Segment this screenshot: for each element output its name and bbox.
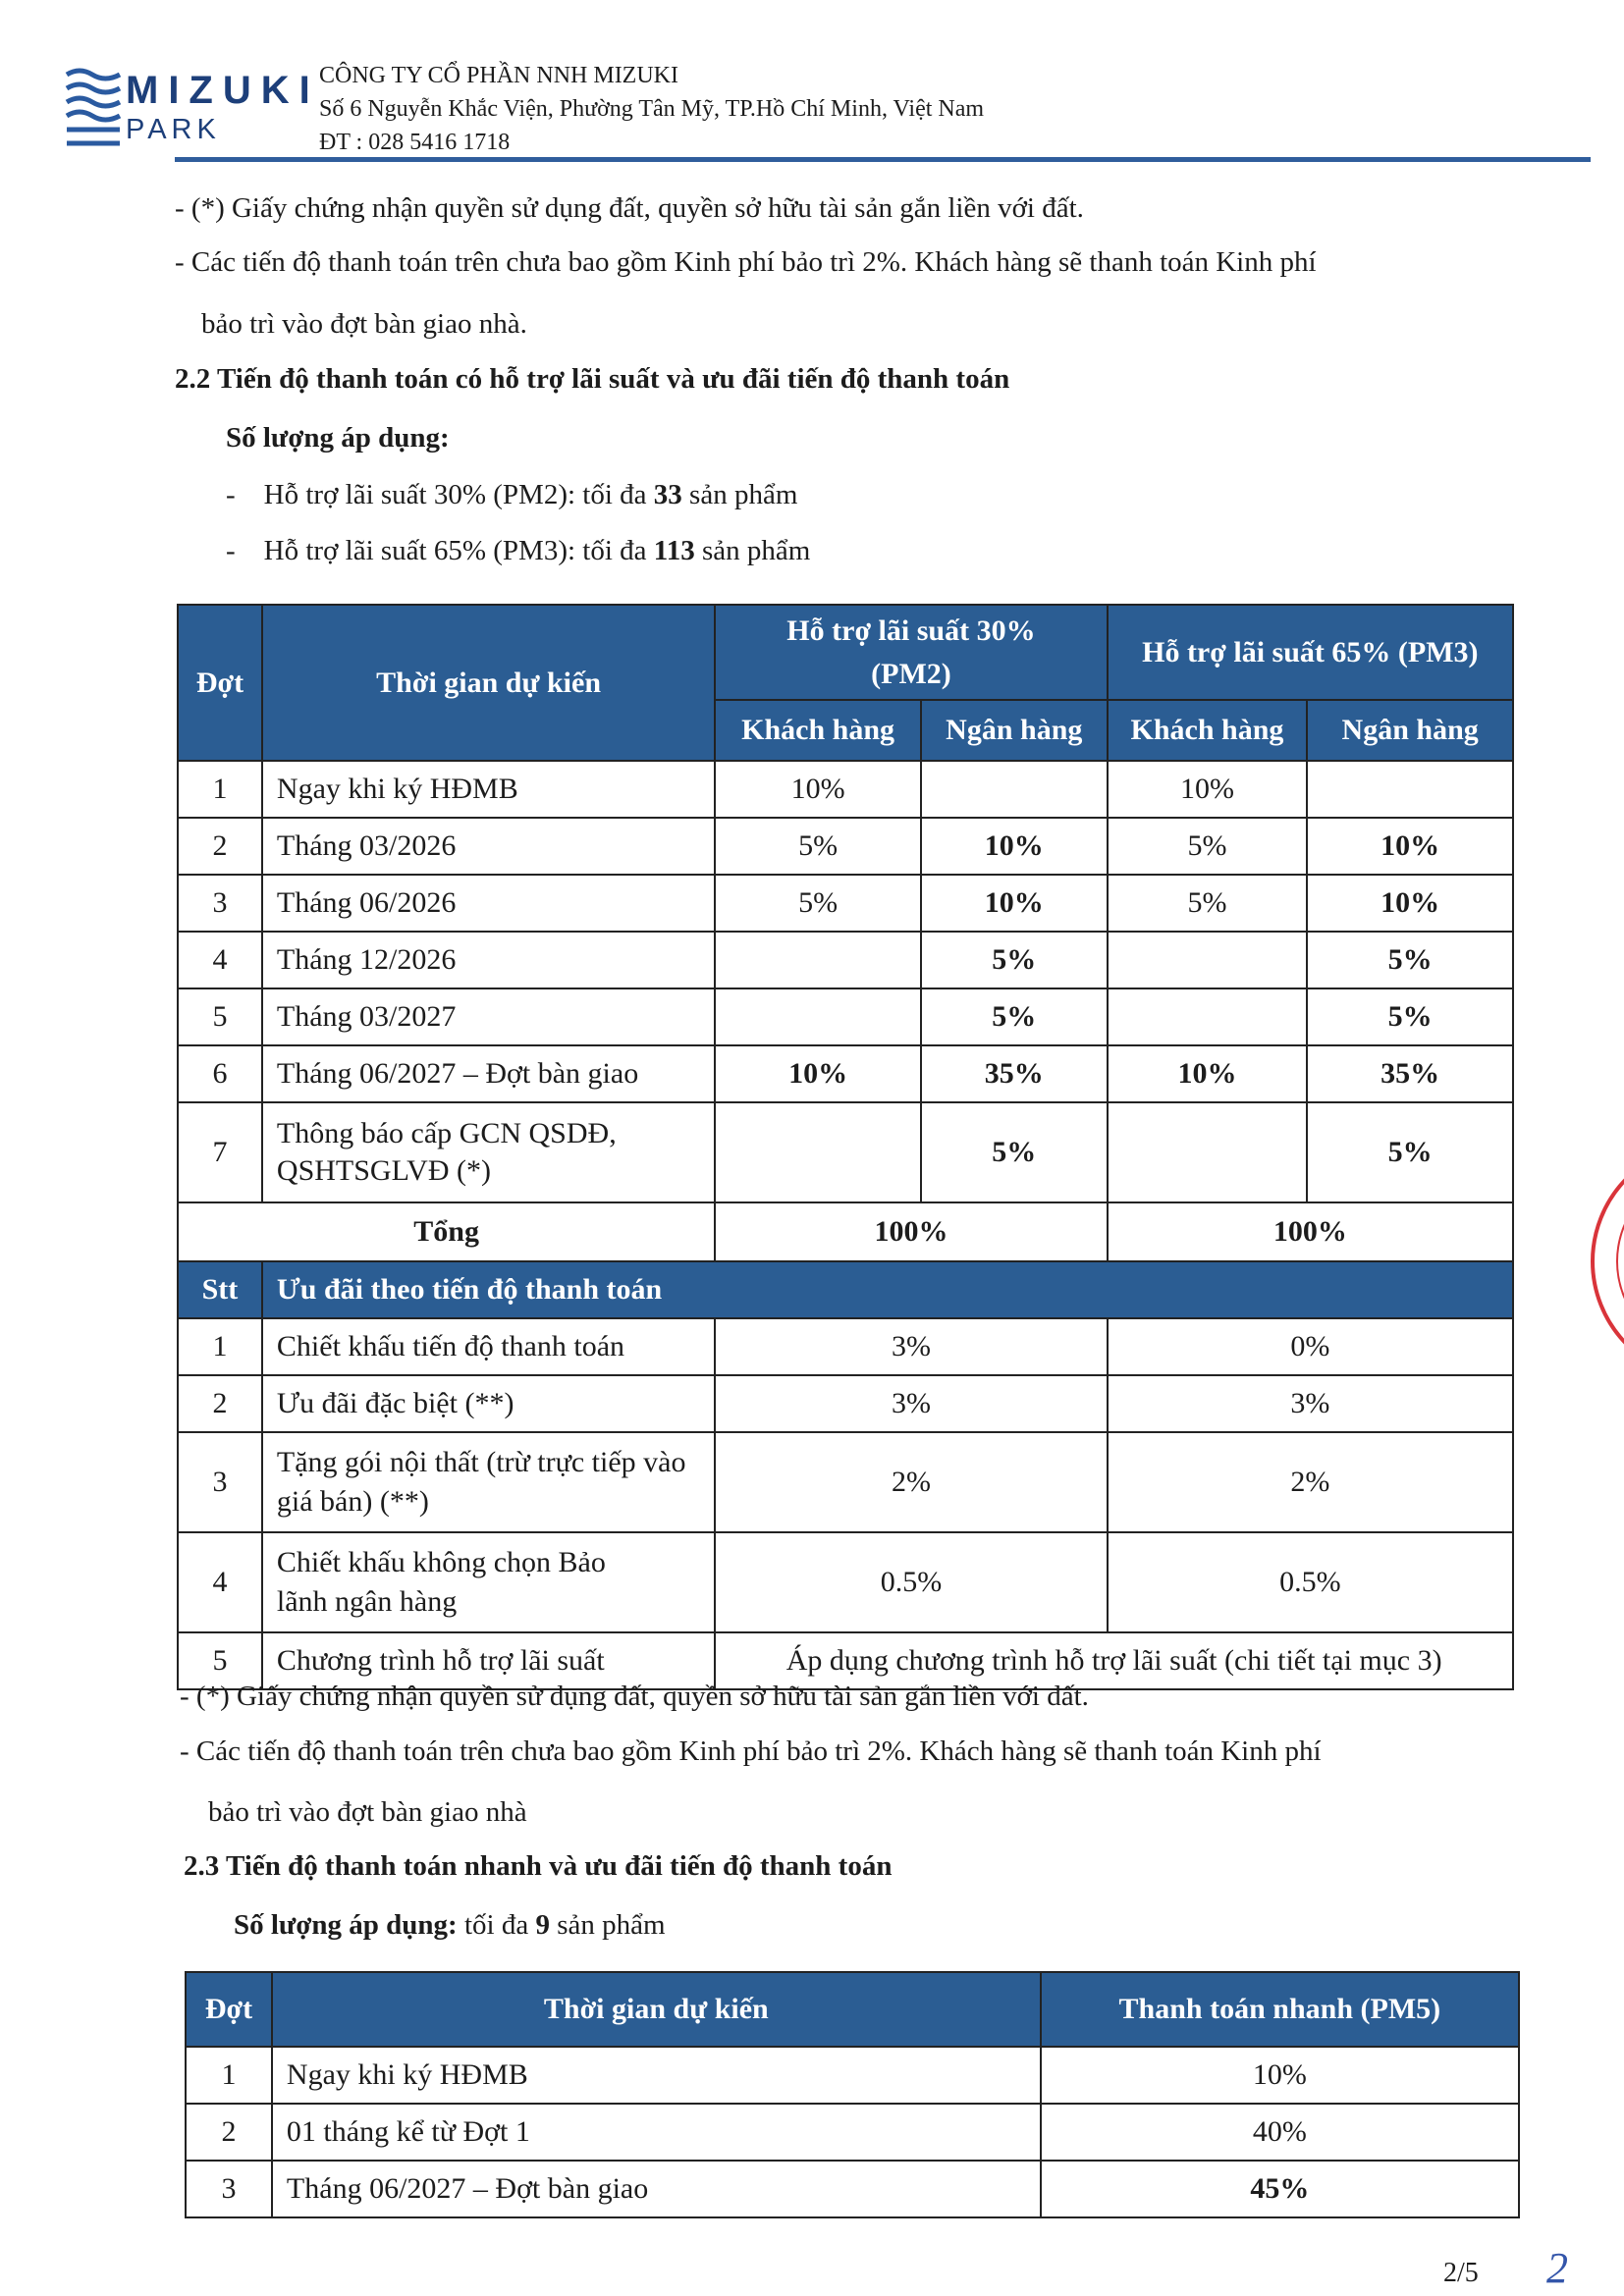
header-dot: Đợt	[178, 605, 262, 761]
note-maintenance-fee-2: - Các tiến độ thanh toán trên chưa bao gồm Kinh phí bảo trì 2%. Khách hàng sẽ thanh toán Kinh phí	[180, 1735, 1322, 1767]
header-time: Thời gian dự kiến	[262, 605, 715, 761]
time-cell: Tháng 03/2026	[262, 818, 715, 875]
table-row	[178, 932, 1513, 988]
offers-header-stt: Stt	[178, 1261, 262, 1318]
offer-name: Chiết khấu không chọn Bảo lãnh ngân hàng	[262, 1532, 715, 1632]
header-dot: Đợt	[186, 1972, 272, 2047]
pm3-bank-cell: 5%	[1307, 1102, 1513, 1202]
logo-waves-icon	[65, 65, 124, 163]
note-gcn: - (*) Giấy chứng nhận quyền sử dụng đất, quyền sở hữu tài sản gắn liền với đất.	[175, 192, 1084, 224]
time-cell: Tháng 03/2027	[262, 988, 715, 1045]
pm2-bank-cell: 5%	[921, 1102, 1108, 1202]
table-row	[178, 875, 1513, 932]
total-pm2: 100%	[715, 1202, 1107, 1261]
time-cell: Thông báo cấp GCN QSDĐ, QSHTSGLVĐ (*)	[262, 1102, 715, 1202]
total-label: Tổng	[178, 1202, 715, 1261]
dot-cell: 3	[178, 875, 262, 932]
time-cell: Tháng 12/2026	[262, 932, 715, 988]
company-address: Số 6 Nguyễn Khắc Viện, Phường Tân Mỹ, TP.Hồ Chí Minh, Việt Nam	[319, 96, 985, 122]
company-info	[319, 59, 984, 159]
offer-pm2: 2%	[715, 1432, 1107, 1532]
offer-row	[178, 1375, 1513, 1432]
pm2-customer-cell	[715, 1102, 921, 1202]
total-row	[178, 1202, 1513, 1261]
fast-payment-table	[185, 1971, 1520, 2218]
table-row	[186, 2161, 1519, 2217]
section-title-2-2: 2.2 Tiến độ thanh toán có hỗ trợ lãi suất và ưu đãi tiến độ thanh toán	[175, 363, 1010, 395]
pm3-bank-cell: 5%	[1307, 988, 1513, 1045]
offer-pm3: 0%	[1108, 1318, 1513, 1375]
company-name: CÔNG TY CỔ PHẦN NNH MIZUKI	[319, 63, 678, 88]
offer-name: Chương trình hỗ trợ lãi suất	[262, 1632, 715, 1689]
dot-cell: 1	[178, 761, 262, 818]
offer-row	[178, 1432, 1513, 1532]
dot-cell: 7	[178, 1102, 262, 1202]
offer-pm2: 3%	[715, 1375, 1107, 1432]
time-cell: Ngay khi ký HĐMB	[262, 761, 715, 818]
dot-cell: 1	[186, 2047, 272, 2104]
offer-pm2: 0.5%	[715, 1532, 1107, 1632]
section-title-2-3: 2.3 Tiến độ thanh toán nhanh và ưu đãi tiến độ thanh toán	[184, 1850, 893, 1882]
header-pm3: Hỗ trợ lãi suất 65% (PM3)	[1108, 605, 1513, 700]
company-stamp-icon	[1563, 1129, 1624, 1423]
pm2-bank-cell: 35%	[921, 1045, 1108, 1102]
total-pm3: 100%	[1108, 1202, 1513, 1261]
dot-cell: 4	[178, 932, 262, 988]
offer-pm2: 3%	[715, 1318, 1107, 1375]
offer-stt: 4	[178, 1532, 262, 1632]
offer-interest-support-value: Áp dụng chương trình hỗ trợ lãi suất (chi tiết tại mục 3)	[715, 1632, 1513, 1689]
dot-cell: 2	[186, 2104, 272, 2161]
dot-cell: 3	[186, 2161, 272, 2217]
header-pm2-customer: Khách hàng	[715, 700, 921, 761]
table-row	[178, 1102, 1513, 1202]
company-logo	[65, 65, 320, 163]
qty-line-2-3: Số lượng áp dụng: tối đa 9 sản phẩm	[234, 1909, 666, 1941]
logo-sub-text: PARK	[126, 114, 221, 145]
pm5-cell: 10%	[1041, 2047, 1519, 2104]
bullet-pm3: - Hỗ trợ lãi suất 65% (PM3): tối đa 113 sản phẩm	[226, 535, 811, 566]
table-row	[178, 988, 1513, 1045]
pm2-bank-cell	[921, 761, 1108, 818]
dot-cell: 2	[178, 818, 262, 875]
dot-cell: 5	[178, 988, 262, 1045]
pm2-customer-cell	[715, 932, 921, 988]
offer-stt: 3	[178, 1432, 262, 1532]
offer-pm3: 2%	[1108, 1432, 1513, 1532]
offer-name: Chiết khấu tiến độ thanh toán	[262, 1318, 715, 1375]
pm3-customer-cell	[1108, 932, 1308, 988]
offer-pm3: 0.5%	[1108, 1532, 1513, 1632]
offer-name: Ưu đãi đặc biệt (**)	[262, 1375, 715, 1432]
pm3-bank-cell	[1307, 761, 1513, 818]
header-pm2: Hỗ trợ lãi suất 30% (PM2)	[715, 605, 1107, 700]
bullet-pm2: - Hỗ trợ lãi suất 30% (PM2): tối đa 33 sản phẩm	[226, 479, 798, 510]
offer-pm3: 3%	[1108, 1375, 1513, 1432]
note-gcn-2: - (*) Giấy chứng nhận quyền sử dụng đất, quyền sở hữu tài sản gắn liền với đất.	[180, 1681, 1089, 1712]
offers-header-title: Ưu đãi theo tiến độ thanh toán	[262, 1261, 1513, 1318]
offer-row	[178, 1532, 1513, 1632]
header-pm3-bank: Ngân hàng	[1307, 700, 1513, 761]
table-row	[186, 2104, 1519, 2161]
pm2-customer-cell	[715, 988, 921, 1045]
pm2-customer-cell: 5%	[715, 818, 921, 875]
pm2-customer-cell: 10%	[715, 761, 921, 818]
pm3-bank-cell: 10%	[1307, 875, 1513, 932]
qty-label-2-2: Số lượng áp dụng:	[226, 422, 450, 454]
pm5-cell: 45%	[1041, 2161, 1519, 2217]
table-row	[178, 818, 1513, 875]
offers-header-row	[178, 1261, 1513, 1318]
dot-cell: 6	[178, 1045, 262, 1102]
pm2-customer-cell: 10%	[715, 1045, 921, 1102]
offer-stt: 2	[178, 1375, 262, 1432]
pm3-bank-cell: 10%	[1307, 818, 1513, 875]
pm3-bank-cell: 5%	[1307, 932, 1513, 988]
pm3-customer-cell: 5%	[1108, 818, 1308, 875]
pm2-bank-cell: 5%	[921, 988, 1108, 1045]
header-pm2-bank: Ngân hàng	[921, 700, 1108, 761]
table-row	[178, 761, 1513, 818]
offer-stt: 1	[178, 1318, 262, 1375]
note-maintenance-fee: - Các tiến độ thanh toán trên chưa bao gồm Kinh phí bảo trì 2%. Khách hàng sẽ thanh toán Kinh phí	[175, 246, 1317, 278]
handwritten-mark: 2	[1546, 2244, 1568, 2292]
header-pm5: Thanh toán nhanh (PM5)	[1041, 1972, 1519, 2047]
page-number: 2/5	[1443, 2258, 1479, 2288]
company-phone: ĐT : 028 5416 1718	[319, 130, 511, 155]
pm2-bank-cell: 10%	[921, 818, 1108, 875]
offer-row	[178, 1318, 1513, 1375]
offer-name: Tặng gói nội thất (trừ trực tiếp vào giá bán) (**)	[262, 1432, 715, 1532]
time-cell: Ngay khi ký HĐMB	[272, 2047, 1041, 2104]
pm2-bank-cell: 10%	[921, 875, 1108, 932]
pm3-customer-cell	[1108, 988, 1308, 1045]
header-pm3-customer: Khách hàng	[1108, 700, 1308, 761]
pm3-customer-cell	[1108, 1102, 1308, 1202]
offer-stt: 5	[178, 1632, 262, 1689]
time-cell: Tháng 06/2026	[262, 875, 715, 932]
pm3-bank-cell: 35%	[1307, 1045, 1513, 1102]
note-maintenance-fee-2-cont: bảo trì vào đợt bàn giao nhà	[208, 1796, 527, 1828]
time-cell: 01 tháng kể từ Đợt 1	[272, 2104, 1041, 2161]
pm2-customer-cell: 5%	[715, 875, 921, 932]
header-time: Thời gian dự kiến	[272, 1972, 1041, 2047]
time-cell: Tháng 06/2027 – Đợt bàn giao	[272, 2161, 1041, 2217]
pm3-customer-cell: 10%	[1108, 761, 1308, 818]
table-row	[178, 1045, 1513, 1102]
pm5-cell: 40%	[1041, 2104, 1519, 2161]
pm3-customer-cell: 10%	[1108, 1045, 1308, 1102]
pm2-bank-cell: 5%	[921, 932, 1108, 988]
pm3-customer-cell: 5%	[1108, 875, 1308, 932]
table-row	[186, 2047, 1519, 2104]
note-maintenance-fee-cont: bảo trì vào đợt bàn giao nhà.	[201, 308, 527, 340]
header-divider	[175, 157, 1591, 162]
logo-main-text: MIZUKI	[126, 69, 320, 112]
time-cell: Tháng 06/2027 – Đợt bàn giao	[262, 1045, 715, 1102]
bullet-dash: -	[226, 479, 236, 510]
payment-schedule-table	[177, 604, 1514, 1690]
bullet-dash: -	[226, 535, 236, 566]
